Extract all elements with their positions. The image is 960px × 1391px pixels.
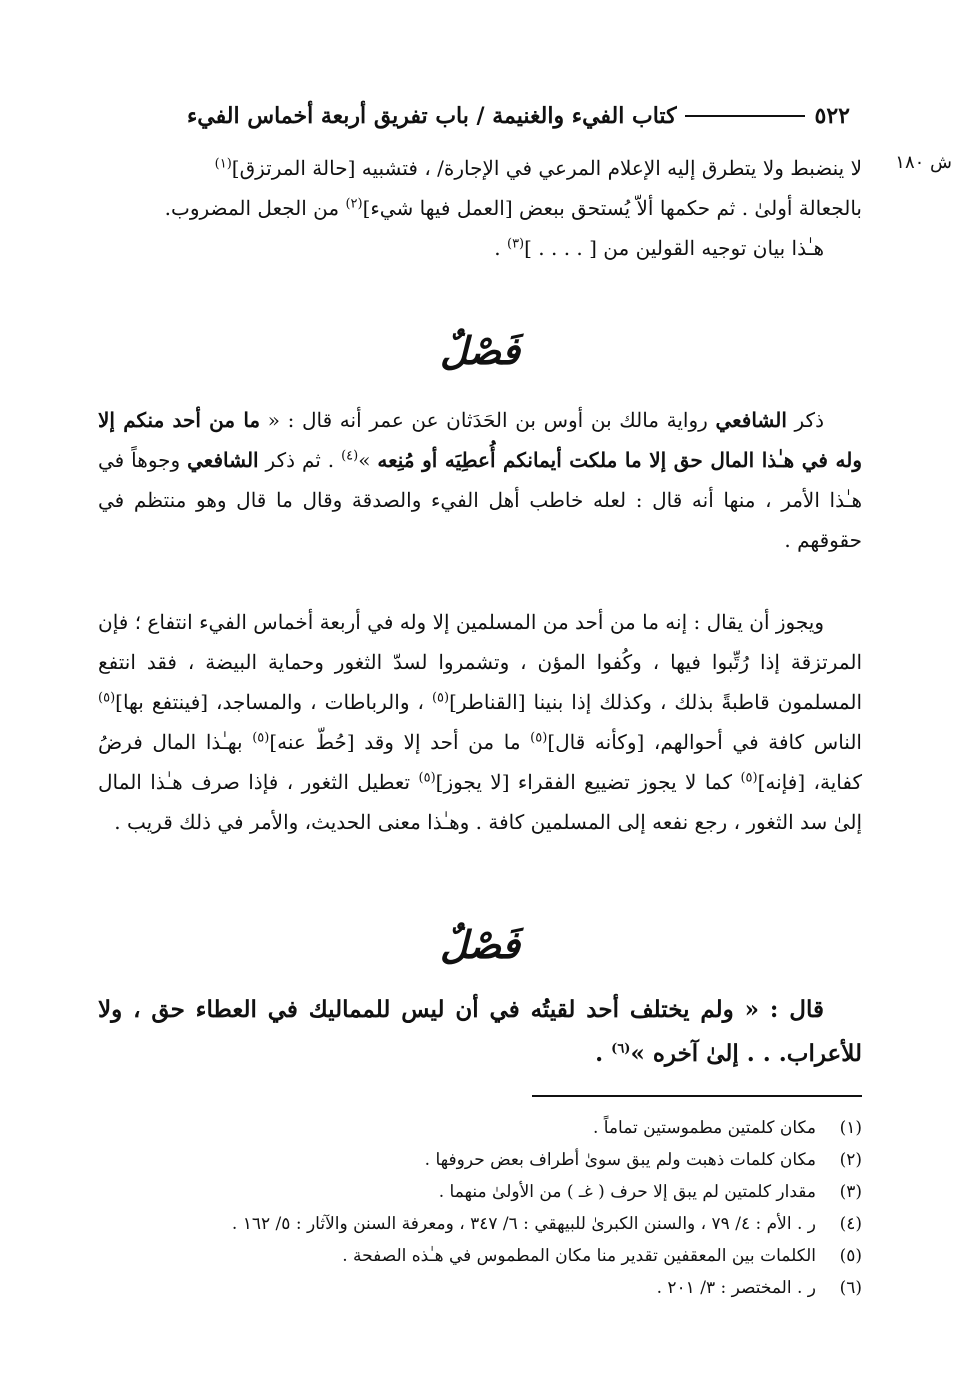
section-heading-fasl: فَصْلٌ <box>440 328 520 373</box>
footnote-item <box>98 1208 862 1240</box>
footnote-text: مكان كلمتين مطموستين تماماً . <box>592 1118 816 1138</box>
footnote-text: ر . الأم : ٤/ ٧٩ ، والسنن الكبرىٰ للبيهقي : ٦/ ٣٤٧ ، ومعرفة السنن والآثار : ٥/ ١٦٢ . <box>231 1214 816 1234</box>
footnote-separator <box>532 1095 862 1097</box>
footnote-ref: (٥) <box>740 770 758 786</box>
page-number: ٥٢٢ <box>814 103 850 129</box>
paragraph <box>98 988 862 1076</box>
footnote-number: (٣) <box>839 1182 862 1202</box>
footnote-ref: (٢) <box>345 196 363 212</box>
footnote-item <box>98 1240 862 1272</box>
footnote-item <box>98 1112 862 1144</box>
text-span: من الجعل المضروب. <box>164 196 346 220</box>
text-span: رواية مالك بن أوس بن الحَدَثان عن عمر أنه قال : « <box>260 408 716 432</box>
footnote-ref: (٤) <box>341 448 359 464</box>
footnote-number: (٤) <box>839 1214 862 1234</box>
running-header <box>110 96 850 136</box>
text-span: . <box>595 1040 612 1067</box>
text-line <box>98 148 862 188</box>
footnote-number: (٢) <box>839 1150 862 1170</box>
text-span: الناس كافة في أحوالهم، [وكأنه قال] <box>547 730 862 754</box>
paragraph <box>98 602 862 842</box>
text-span: ويجوز أن يقال : إنه ما من أحد من المسلمين إلا وله في أربعة أخماس الفيء انتفاع ؛ فإن المرتزقة إذا رُتِّبوا فيها ، وكُفوا المؤن ، وتشمروا لسدّ الثغور وحماية البيضة ، فقد انتفع المسلمون قاطبةً بذلك ، وكذلك إذا بنينا [القناطر] <box>98 610 862 714</box>
text-line <box>98 228 862 268</box>
opening-paragraph <box>98 148 862 268</box>
footnote-item <box>98 1272 862 1304</box>
footnote-ref: (٥) <box>530 730 548 746</box>
header-title: كتاب الفيء والغنيمة / باب تفريق أربعة أخماس الفيء <box>186 103 677 129</box>
quoted-statement <box>98 988 862 1076</box>
text-span: هـٰذا بيان توجيه القولين من [ . . . . ] <box>524 236 824 260</box>
text-span: لا ينضبط ولا يتطرق إليه الإعلام المرعي في الإجارة/ ، فتشبيه [حالة المرتزق] <box>231 156 862 180</box>
text-span: وجوهاً في هـٰذا الأمر ، منها أنه قال : لعله خاطب أهل الفيء والصدقة وقال ما قال وهو منتظم في حقوقهم . <box>98 448 862 552</box>
text-span: بالجعالة أولىٰ . ثم حكمها ألاّ يُستحق ببعض [العمل فيها شيء] <box>362 196 862 220</box>
manuscript-folio-note: ش ١٨٠ <box>895 152 952 173</box>
footnote-number: (٥) <box>839 1246 862 1266</box>
footnote-ref: (٥) <box>418 770 436 786</box>
footnote-ref: (١) <box>214 156 232 172</box>
interpretation-paragraph <box>98 602 862 842</box>
text-span: . ثم ذكر <box>258 448 342 472</box>
footnote-item <box>98 1176 862 1208</box>
footnote-text: مكان كلمات ذهبت ولم يبق سوىٰ أطراف بعض حروفها . <box>424 1150 816 1170</box>
text-span: ، والرباطات ، والمساجد، [فينتفع بها] <box>115 690 432 714</box>
author-name: الشافعي <box>187 448 259 472</box>
footnotes <box>98 1112 862 1304</box>
text-span: تعطيل الثغور ، فإذا صرف هـٰذا المال إلىٰ سد الثغور ، رجع نفعه إلى المسلمين كافة . وهـٰذا معنى الحديث، والأمر في ذلك قريب . <box>98 770 862 834</box>
text-span: » <box>358 448 378 472</box>
header-rule <box>685 115 805 117</box>
footnote-item <box>98 1144 862 1176</box>
text-span: ذكر <box>786 408 824 432</box>
footnote-text: الكلمات بين المعقفين تقدير منا مكان المطموس في هـٰذه الصفحة . <box>342 1246 816 1266</box>
paragraph <box>98 400 862 560</box>
footnote-ref: (٥) <box>98 690 116 706</box>
author-name: الشافعي <box>715 408 787 432</box>
text-span: بهـٰذا المال فرضُ كفاية، [فإنه] <box>98 730 862 794</box>
footnote-ref: (٥) <box>252 730 270 746</box>
footnote-number: (٦) <box>839 1278 862 1298</box>
text-span: كما لا يجوز تضييع الفقراء [لا يجوز] <box>435 770 741 794</box>
section-heading-fasl: فَصْلٌ <box>440 922 520 967</box>
footnote-text: مقدار كلمتين لم يبق إلا حرف ( غـ ) من الأولىٰ منهما . <box>438 1182 816 1202</box>
text-line <box>98 188 862 228</box>
footnote-number: (١) <box>839 1118 862 1138</box>
text-span: قال : « ولم يختلف أحد لقيتُه في أن ليس للمماليك في العطاء حق ، ولا للأعراب. . . إلىٰ آخره » <box>98 996 862 1067</box>
footnote-ref: (٥) <box>431 690 450 706</box>
quoted-text: ما من أحد منكم إلا وله في هـٰذا المال حق إلا ما ملكت أيمانكم أُعطِيَه أو مُنِعه <box>98 408 862 472</box>
text-span: ما من أحد إلا وقد [حُطّ عنه] <box>269 730 531 754</box>
footnote-text: ر . المختصر : ٣/ ٢٠١ . <box>656 1278 816 1298</box>
footnote-ref: (٦) <box>611 1041 631 1057</box>
footnote-ref: (٣) <box>506 236 525 252</box>
shafii-paragraph <box>98 400 862 560</box>
text-span: . <box>494 236 507 260</box>
